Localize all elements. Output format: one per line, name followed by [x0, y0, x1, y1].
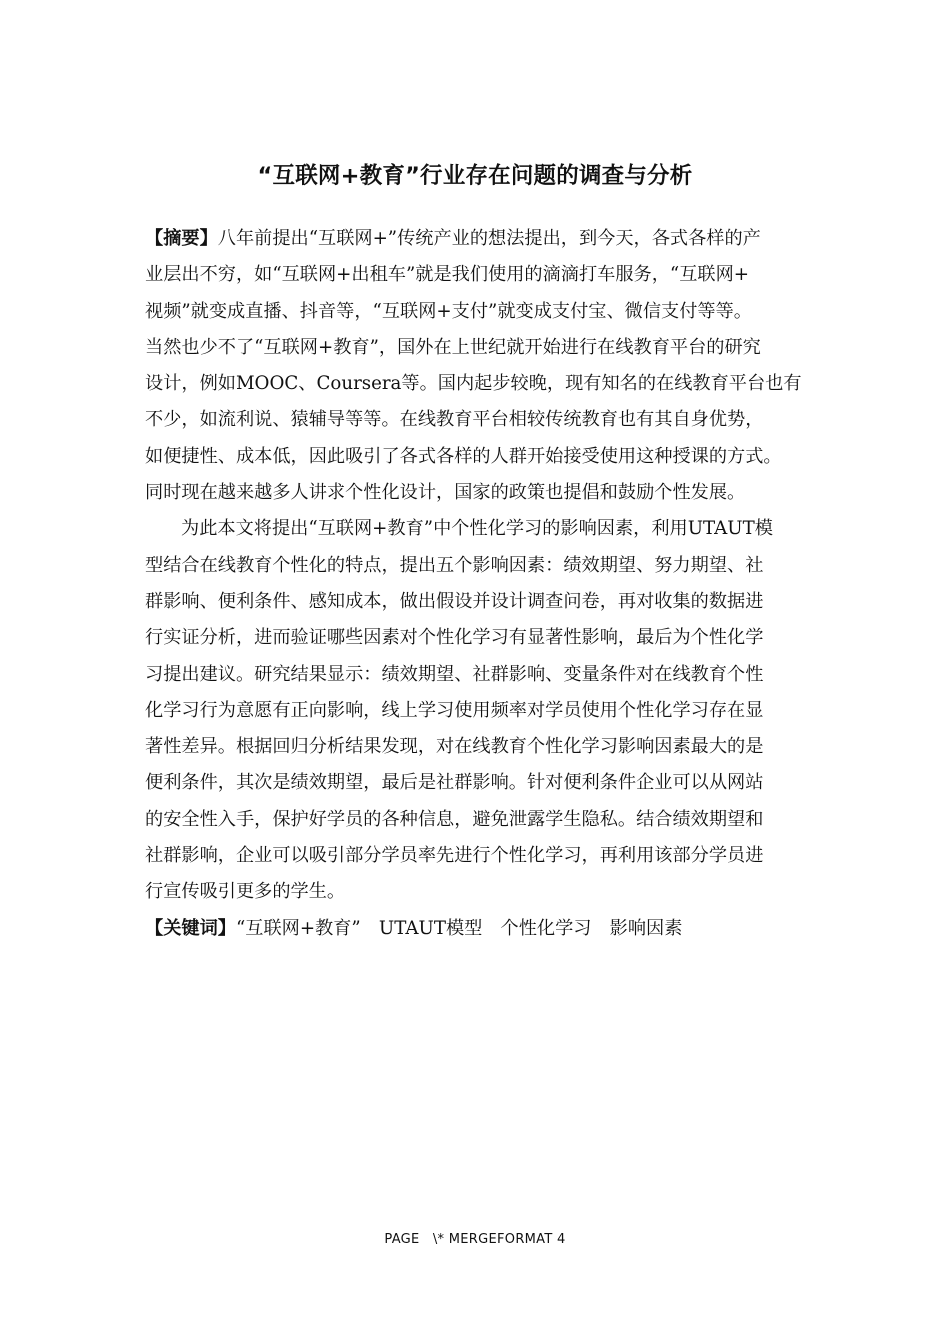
- document-body: [145, 221, 825, 947]
- keywords-text: “互联网+教育” UTAUT模型 个性化学习 影响因素: [235, 917, 683, 939]
- paragraph-line: 化学习行为意愿有正向影响，线上学习使用频率对学员使用个性化学习存在显: [145, 699, 764, 721]
- paragraph-line: 型结合在线教育个性化的特点，提出五个影响因素：绩效期望、努力期望、社: [145, 554, 764, 576]
- paragraph-line: 著性差异。根据回归分析结果发现，对在线教育个性化学习影响因素最大的是: [145, 736, 764, 758]
- paragraph-line: 行宣传吸引更多的学生。: [145, 881, 346, 903]
- abstract-line: 同时现在越来越多人讲求个性化设计，国家的政策也提倡和鼓励个性发展。: [145, 482, 746, 504]
- abstract-line: 视频”就变成直播、抖音等，“互联网+支付”就变成支付宝、微信支付等等。: [145, 300, 752, 322]
- abstract-text: 八年前提出“互联网+”传统产业的想法提出，到今天，各式各样的产: [217, 228, 761, 249]
- keywords-label: 【关键词】: [145, 917, 236, 939]
- paragraph-line: 便利条件，其次是绩效期望，最后是社群影响。针对便利条件企业可以从网站: [145, 772, 764, 794]
- paragraph-line: 社群影响，企业可以吸引部分学员率先进行个性化学习，再利用该部分学员进: [145, 845, 764, 867]
- abstract-line: 如便捷性、成本低，因此吸引了各式各样的人群开始接受使用这种授课的方式。: [145, 445, 782, 467]
- abstract-label: 【摘要】: [145, 228, 218, 249]
- abstract-line: 当然也少不了“互联网+教育”，国外在上世纪就开始进行在线教育平台的研究: [145, 336, 761, 358]
- abstract-line: 设计，例如MOOC、Coursera等。国内起步较晚，现有知名的在线教育平台也有: [145, 373, 802, 395]
- paragraph-line: 行实证分析，进而验证哪些因素对个性化学习有显著性影响，最后为个性化学: [145, 627, 764, 649]
- abstract-line: 不少，如流利说、猿辅导等等。在线教育平台相较传统教育也有其自身优势，: [145, 409, 764, 431]
- paragraph-line: 习提出建议。研究结果显示：绩效期望、社群影响、变量条件对在线教育个性: [145, 663, 764, 685]
- paragraph-line: 的安全性入手，保护好学员的各种信息，避免泄露学生隐私。结合绩效期望和: [145, 808, 764, 830]
- keywords-line: [145, 911, 825, 947]
- abstract-line: 业层出不穷，如“互联网+出租车”就是我们使用的滴滴打车服务，“互联网+: [145, 264, 749, 286]
- paragraph-line: 为此本文将提出“互联网+教育”中个性化学习的影响因素，利用UTAUT模: [181, 518, 773, 540]
- document-title: “互联网+教育”行业存在问题的调查与分析: [257, 163, 693, 189]
- paragraph-line: 群影响、便利条件、感知成本，做出假设并设计调查问卷，再对收集的数据进: [145, 590, 764, 612]
- abstract-line: [145, 221, 825, 257]
- page-footer: PAGE \* MERGEFORMAT 4: [384, 1232, 566, 1247]
